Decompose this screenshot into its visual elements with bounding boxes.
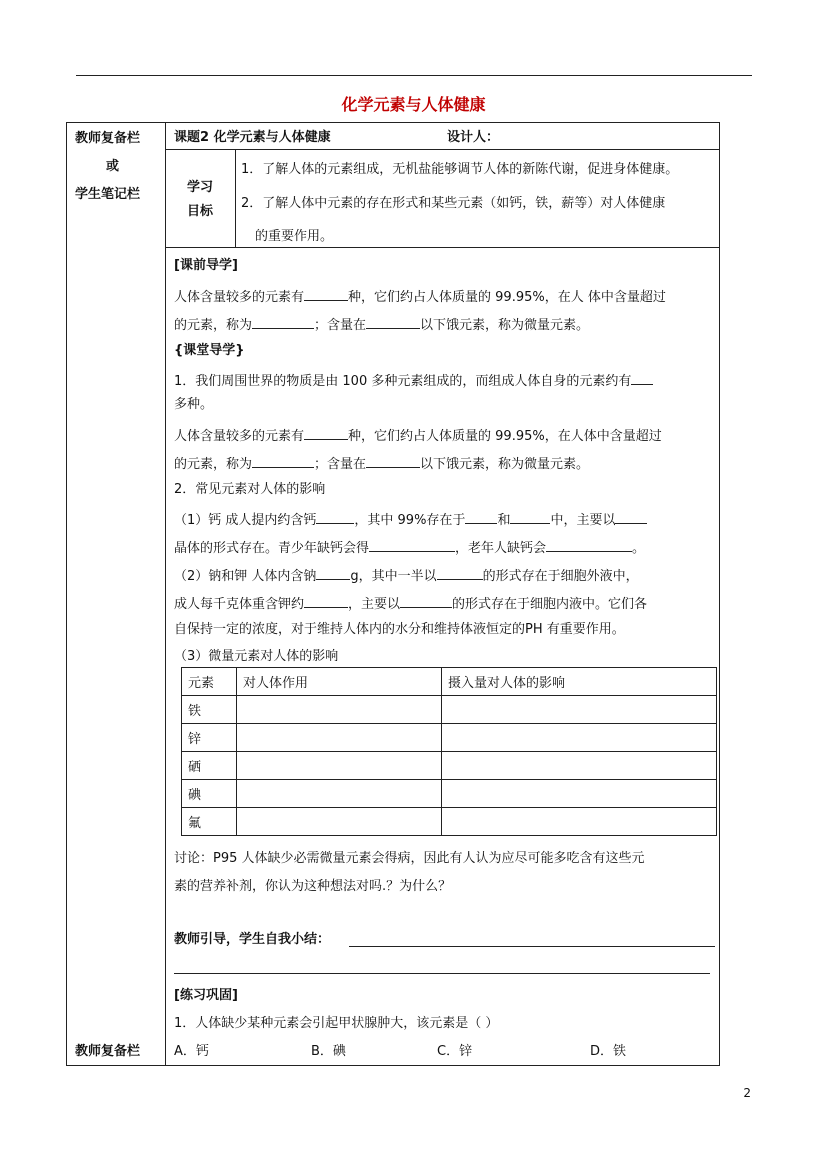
header-divider [165, 149, 719, 150]
section-heading: [课前导学] [174, 258, 238, 273]
designer-label: 设计人： [447, 130, 500, 145]
page-title: 化学元素与人体健康 [341, 95, 486, 114]
section-heading: [练习巩固] [174, 988, 238, 1003]
option-b: B．碘 [311, 1044, 346, 1059]
top-rule [76, 75, 752, 76]
element-cell: 铁 [182, 696, 237, 724]
trace-element-table [181, 667, 717, 836]
objectives-label-divider [235, 149, 236, 247]
answer-cell[interactable] [442, 780, 717, 808]
answer-cell[interactable] [237, 780, 442, 808]
table-header: 元素 [182, 668, 237, 696]
summary-blank[interactable] [349, 946, 715, 947]
text-line: 自保持一定的浓度，对于维持人体内的水分和维持体液恒定的PH 有重要作用。 [174, 622, 625, 637]
topic-title: 课题2 化学元素与人体健康 [174, 130, 331, 145]
sidebar-label-bottom: 教师复备栏 [75, 1044, 141, 1059]
answer-cell[interactable] [442, 724, 717, 752]
discussion-text: 素的营养补剂，你认为这种想法对吗.？为什么？ [174, 879, 452, 894]
sidebar-label: 或 [106, 159, 120, 174]
table-header-row [182, 668, 717, 696]
summary-blank[interactable] [174, 973, 710, 974]
element-cell: 硒 [182, 752, 237, 780]
element-cell: 锌 [182, 724, 237, 752]
answer-cell[interactable] [237, 696, 442, 724]
fill-line: 的元素，称为 ；含量在 以下饿元素，称为微量元素。 [174, 315, 589, 334]
objective-item: 2．了解人体中元素的存在形式和某些元素（如钙，铁，薪等）对人体健康 [241, 196, 666, 211]
answer-cell[interactable] [237, 808, 442, 836]
table-row [182, 724, 717, 752]
answer-cell[interactable] [237, 724, 442, 752]
table-header: 对人体作用 [237, 668, 442, 696]
table-row [182, 696, 717, 724]
objectives-label: 学习 [187, 180, 214, 195]
subheading: （3）微量元素对人体的影响 [174, 649, 339, 664]
summary-label: 教师引导，学生自我小结： [174, 932, 331, 947]
question: 1．我们周围世界的物质是由 100 多种元素组成的，而组成人体自身的元素约有 [174, 371, 653, 390]
fill-line: 人体含量较多的元素有 种，它们约占人体质量的 99.95%，在人 体中含量超过 [174, 287, 666, 306]
objectives-label: 目标 [187, 204, 214, 219]
option-c: C．锌 [437, 1044, 473, 1059]
objective-item: 1．了解人体的元素组成，无机盐能够调节人体的新陈代谢，促进身体健康。 [241, 162, 679, 177]
objective-item-cont: 的重要作用。 [255, 229, 334, 244]
sidebar-divider [165, 123, 166, 1065]
table-row [182, 808, 717, 836]
table-header: 摄入量对人体的影响 [442, 668, 717, 696]
fill-line: 的元素，称为 ；含量在 以下饿元素，称为微量元素。 [174, 454, 589, 473]
question-cont: 多种。 [174, 397, 214, 412]
answer-cell[interactable] [237, 752, 442, 780]
fill-line: （2）钠和钾 人体内含钠 g，其中一半以 的形式存在于细胞外液中， [174, 566, 639, 585]
question: 1．人体缺少某种元素会引起甲状腺肿大，该元素是（ ） [174, 1016, 499, 1031]
answer-cell[interactable] [442, 696, 717, 724]
answer-cell[interactable] [442, 752, 717, 780]
option-d: D．铁 [590, 1044, 627, 1059]
table-row [182, 780, 717, 808]
fill-line: 成人每千克体重含钾约 ，主要以 的形式存在于细胞内液中。它们各 [174, 594, 647, 613]
sidebar-label: 教师复备栏 [75, 131, 141, 146]
table-row [182, 752, 717, 780]
fill-line: （1）钙 成人提内约含钙 ，其中 99%存在于 和 中，主要以 [174, 510, 647, 529]
option-a: A．钙 [174, 1044, 209, 1059]
fill-line: 人体含量较多的元素有 种，它们约占人体质量的 99.95%，在人体中含量超过 [174, 426, 662, 445]
element-cell: 氟 [182, 808, 237, 836]
element-cell: 碘 [182, 780, 237, 808]
question: 2．常见元素对人体的影响 [174, 482, 326, 497]
sidebar-label: 学生笔记栏 [75, 187, 141, 202]
fill-line: 晶体的形式存在。青少年缺钙会得 ，老年人缺钙会 。 [174, 538, 645, 557]
page-number: 2 [743, 1086, 751, 1100]
objectives-divider [165, 247, 719, 248]
section-heading: {课堂导学} [174, 343, 245, 358]
answer-cell[interactable] [442, 808, 717, 836]
discussion-text: 讨论：P95 人体缺少必需微量元素会得病，因此有人认为应尽可能多吃含有这些元 [174, 851, 645, 866]
